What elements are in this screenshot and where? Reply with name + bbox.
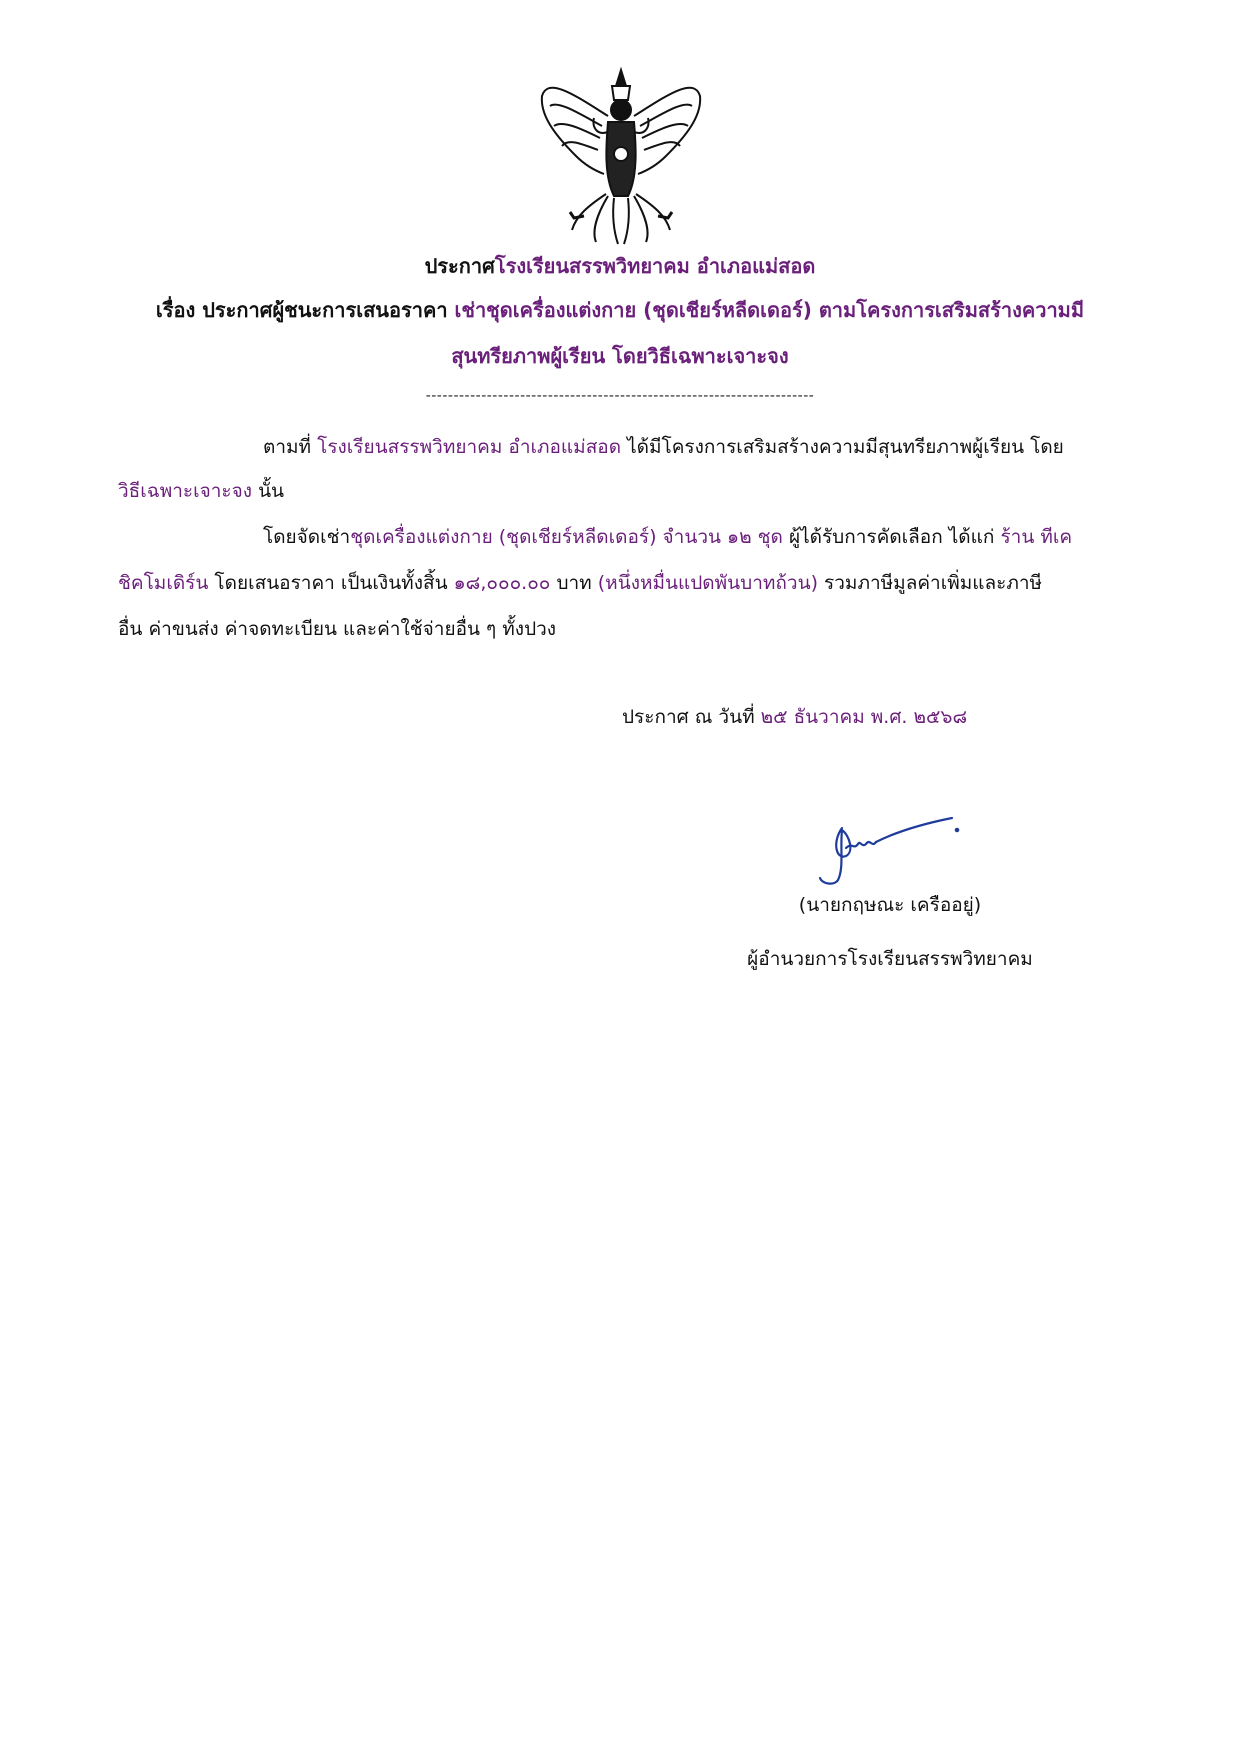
announcement-subject: [0, 294, 1240, 326]
p2-tax-note: รวมภาษีมูลค่าเพิ่มและภาษี: [824, 572, 1043, 594]
p2-amount: ๑๘,๐๐๐.๐๐: [453, 572, 551, 594]
p1-end: นั้น: [258, 480, 285, 502]
p2-amount-words: (หนึ่งหมื่นแปดพันบาทถ้วน): [597, 572, 818, 594]
title-organization: โรงเรียนสรรพวิทยาคม อำเภอแม่สอด: [494, 254, 816, 278]
title-prefix: ประกาศ: [424, 254, 495, 278]
p2-item: ชุดเครื่องแต่งกาย (ชุดเชียร์หลีดเดอร์) จำนวน ๑๒ ชุด: [350, 526, 783, 548]
date-label: ประกาศ ณ วันที่: [622, 706, 755, 728]
paragraph-1-line-1: [263, 432, 1064, 462]
signer-name: (นายกฤษณะ เครืออยู่): [798, 894, 982, 916]
announcement-date: [622, 702, 967, 732]
date-value: ๒๕ ธันวาคม พ.ศ. ๒๕๖๘: [760, 706, 968, 728]
p2-vendor-part-1: ร้าน ทีเค: [1000, 526, 1073, 548]
p1-organization: โรงเรียนสรรพวิทยาคม อำเภอแม่สอด: [317, 436, 622, 458]
p2-vendor-part-2: ชิคโมเดิร์น: [118, 572, 209, 594]
p2-selected-label: ผู้ได้รับการคัดเลือก ได้แก่: [788, 526, 995, 548]
garuda-emblem-icon: [536, 66, 706, 246]
signer-position: ผู้อำนวยการโรงเรียนสรรพวิทยาคม: [747, 948, 1033, 970]
subject-label: เรื่อง ประกาศผู้ชนะการเสนอราคา: [155, 298, 448, 322]
paragraph-2-line-2: [118, 568, 1042, 598]
p2-lead: โดยจัดเช่า: [263, 526, 351, 548]
p2-offer-label: โดยเสนอราคา เป็นเงินทั้งสิ้น: [214, 572, 448, 594]
p1-project: ได้มีโครงการเสริมสร้างความมีสุนทรียภาพผู้เรียน โดย: [627, 436, 1064, 458]
subject-item: เช่าชุดเครื่องแต่งกาย (ชุดเชียร์หลีดเดอร์) ตามโครงการเสริมสร้างความมี: [454, 298, 1085, 322]
signer-block: [720, 890, 1060, 974]
paragraph-2-line-3: อื่น ค่าขนส่ง ค่าจดทะเบียน และค่าใช้จ่ายอื่น ๆ ทั้งปวง: [118, 618, 557, 640]
p2-currency: บาท: [556, 572, 592, 594]
subject-line-2: สุนทรียภาพผู้เรียน โดยวิธีเฉพาะเจาะจง: [451, 344, 789, 368]
paragraph-2-line-1: [263, 522, 1072, 552]
divider-line: ----------------------------------------------------------------------: [425, 388, 815, 404]
p1-method: วิธีเฉพาะเจาะจง: [118, 480, 253, 502]
handwritten-signature-icon: [812, 808, 962, 888]
announcement-title: [0, 250, 1240, 282]
paragraph-1-line-2: [118, 476, 284, 506]
p1-lead: ตามที่: [263, 436, 312, 458]
